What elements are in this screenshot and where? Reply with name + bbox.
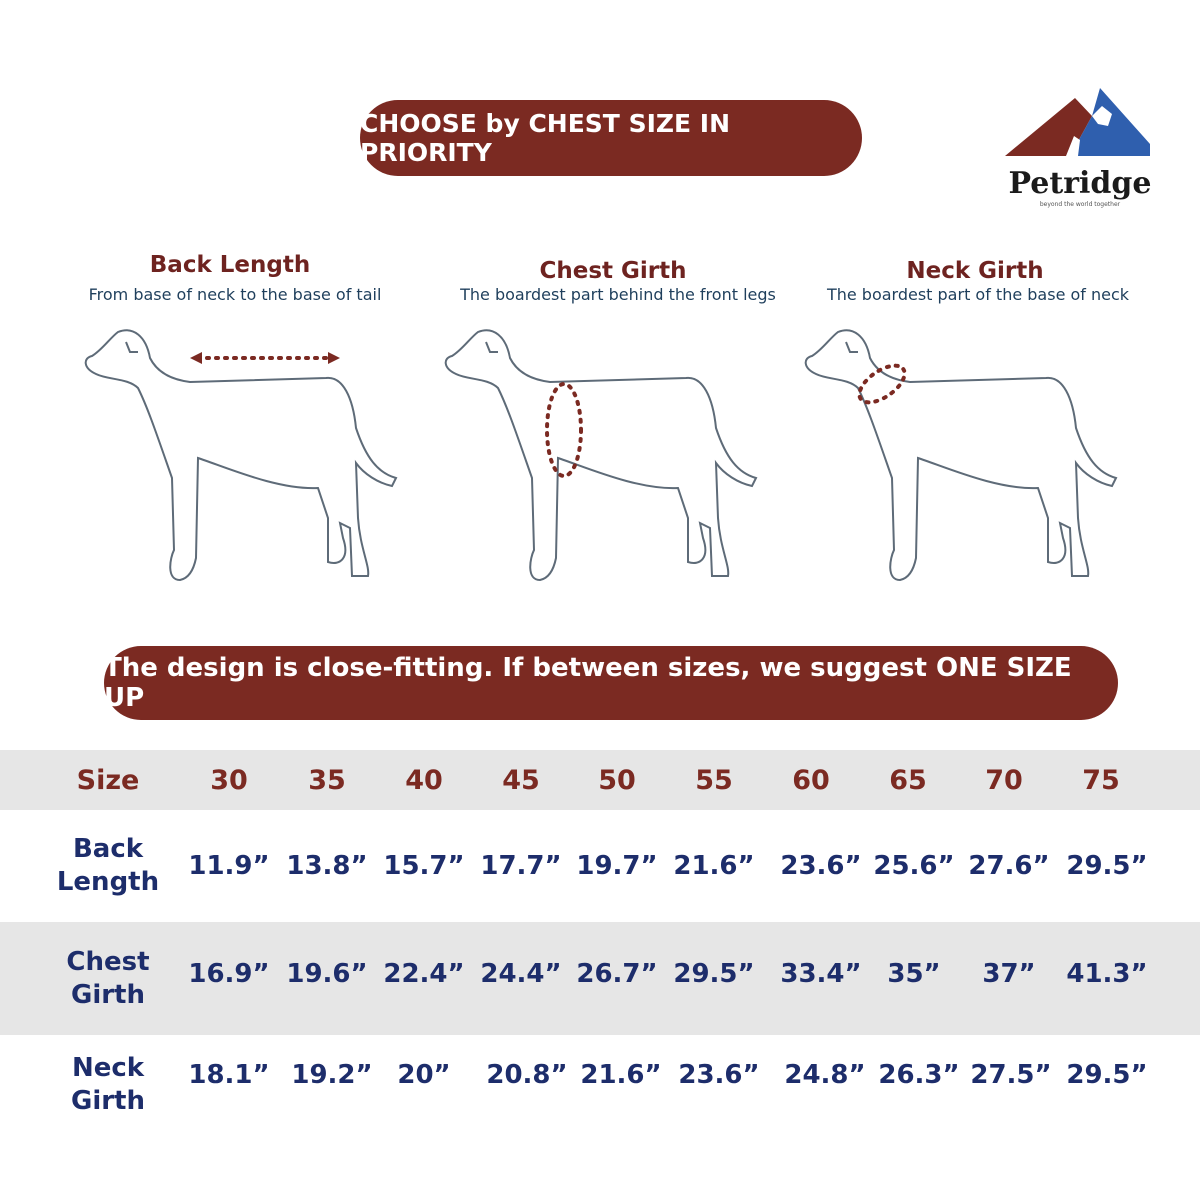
size-75: 75 bbox=[1082, 764, 1120, 796]
table-cell: 24.8” bbox=[784, 1060, 866, 1090]
size-60: 60 bbox=[792, 764, 830, 796]
table-cell: 21.6” bbox=[673, 851, 755, 881]
dog-back-length-icon bbox=[78, 318, 408, 588]
size-35: 35 bbox=[308, 764, 346, 796]
size-40: 40 bbox=[405, 764, 443, 796]
table-cell: 20.8” bbox=[486, 1060, 568, 1090]
size-45: 45 bbox=[502, 764, 540, 796]
table-cell: 27.6” bbox=[968, 851, 1050, 881]
table-cell: 17.7” bbox=[480, 851, 562, 881]
table-cell: 11.9” bbox=[188, 851, 270, 881]
chest-girth-subtitle: The boardest part behind the front legs bbox=[460, 285, 776, 304]
chest-girth-row-label bbox=[48, 922, 168, 1035]
table-cell: 25.6” bbox=[873, 851, 955, 881]
table-cell: 15.7” bbox=[383, 851, 465, 881]
table-cell: 19.2” bbox=[291, 1060, 373, 1090]
size-50: 50 bbox=[598, 764, 636, 796]
chest-girth-title: Chest Girth bbox=[539, 258, 687, 284]
table-cell: 27.5” bbox=[970, 1060, 1052, 1090]
table-cell: 19.7” bbox=[576, 851, 658, 881]
brand-tagline: beyond the world together bbox=[1039, 201, 1121, 208]
table-cell: 29.5” bbox=[1066, 1060, 1148, 1090]
size-30: 30 bbox=[210, 764, 248, 796]
table-cell: 35” bbox=[887, 958, 941, 989]
table-cell: 18.1” bbox=[188, 1060, 270, 1090]
table-cell: 33.4” bbox=[780, 958, 862, 989]
size-header-label: Size bbox=[76, 764, 140, 796]
row-label-line: Chest bbox=[66, 946, 150, 977]
table-cell: 23.6” bbox=[780, 851, 862, 881]
chest-girth-row bbox=[0, 922, 1200, 1035]
table-cell: 20” bbox=[397, 1060, 451, 1090]
back-length-title: Back Length bbox=[149, 252, 311, 278]
table-cell: 29.5” bbox=[673, 958, 755, 989]
size-header-row bbox=[0, 750, 1200, 810]
table-cell: 23.6” bbox=[678, 1060, 760, 1090]
dog-neck-girth-icon bbox=[798, 318, 1128, 588]
back-length-subtitle: From base of neck to the base of tail bbox=[88, 285, 382, 304]
table-cell: 29.5” bbox=[1066, 851, 1148, 881]
chest-priority-banner: CHOOSE by CHEST SIZE IN PRIORITY bbox=[360, 100, 862, 176]
table-cell: 26.7” bbox=[576, 958, 658, 989]
size-55: 55 bbox=[695, 764, 733, 796]
row-label-line: Length bbox=[56, 867, 160, 897]
table-cell: 24.4” bbox=[480, 958, 562, 989]
table-cell: 13.8” bbox=[286, 851, 368, 881]
table-cell: 16.9” bbox=[188, 958, 270, 989]
size-70: 70 bbox=[985, 764, 1023, 796]
table-cell: 37” bbox=[982, 958, 1036, 989]
table-cell: 19.6” bbox=[286, 958, 368, 989]
dog-chest-girth-icon bbox=[438, 318, 768, 588]
table-cell: 22.4” bbox=[383, 958, 465, 989]
neck-girth-title: Neck Girth bbox=[906, 258, 1044, 284]
row-label-line: Back bbox=[72, 834, 144, 864]
back-length-row bbox=[0, 810, 1200, 922]
size-65: 65 bbox=[889, 764, 927, 796]
table-cell: 21.6” bbox=[580, 1060, 662, 1090]
neck-girth-subtitle: The boardest part of the base of neck bbox=[826, 285, 1130, 304]
row-label-line: Girth bbox=[70, 1086, 145, 1116]
neck-girth-row bbox=[0, 1035, 1200, 1135]
table-cell: 41.3” bbox=[1066, 958, 1148, 989]
size-up-banner: The design is close-fitting. If between sizes, we suggest ONE SIZE UP bbox=[104, 646, 1118, 720]
table-cell: 26.3” bbox=[878, 1060, 960, 1090]
brand-name: Petridge bbox=[1008, 166, 1152, 201]
neck-girth-row-label bbox=[48, 1035, 168, 1135]
back-length-row-label bbox=[48, 810, 168, 922]
row-label-line: Neck bbox=[71, 1053, 145, 1083]
row-label-line: Girth bbox=[70, 979, 145, 1010]
